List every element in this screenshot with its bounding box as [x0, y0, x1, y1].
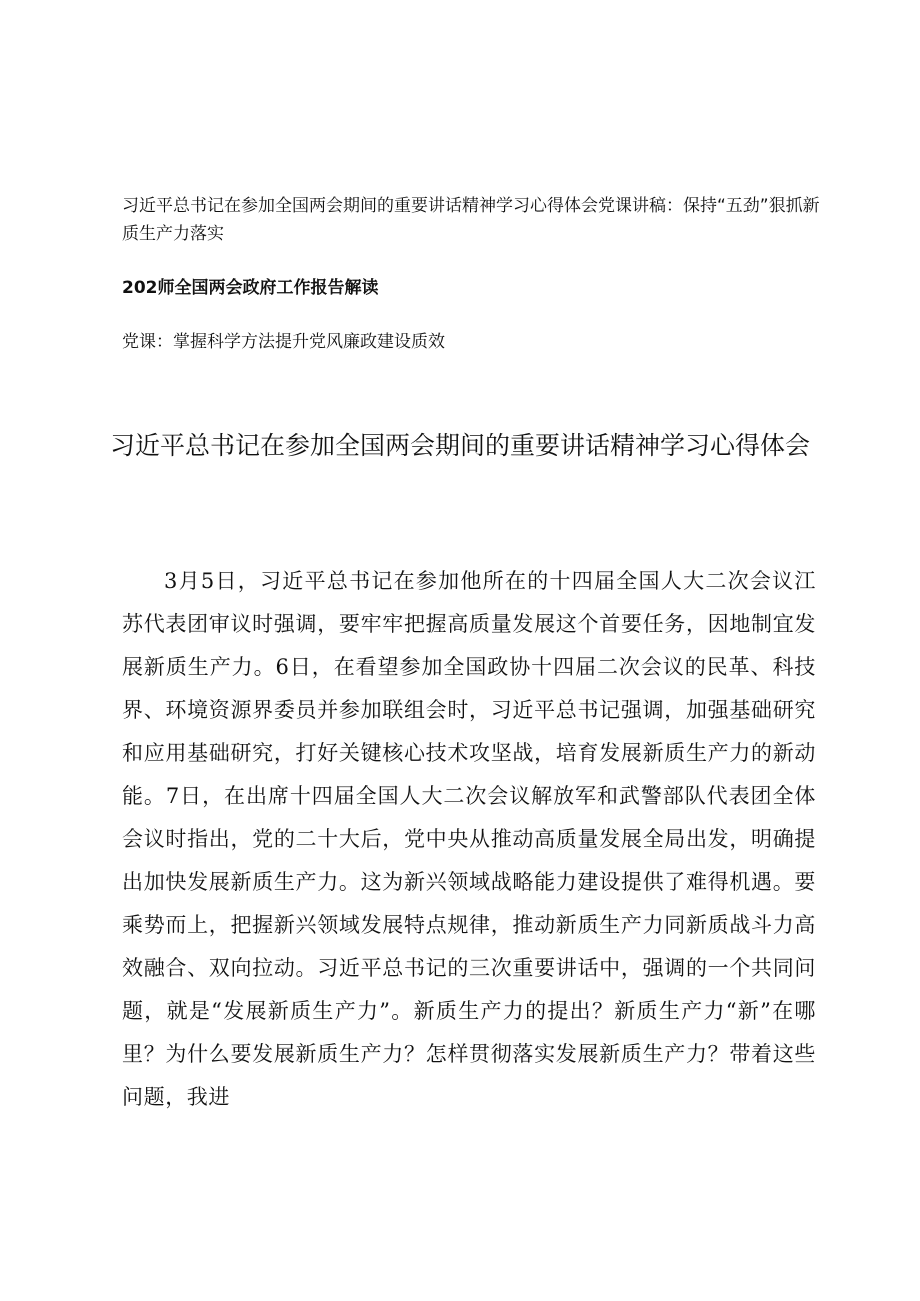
toc-item-3: 党课：掌握科学方法提升党风廉政建设质效	[122, 332, 445, 352]
body-paragraph: 3月5日，习近平总书记在参加他所在的十四届全国人大二次会议江苏代表团审议时强调，要牢牢把握高质量发展这个首要任务，因地制宜发展新质生产力。6日，在看望参加全国政协十四届二次会议的民革、科技界、环境资源界委员并参加联组会时，习近平总书记强调，加强基础研究和应用基础研究，打好关键核心技术攻坚战，培育发展新质生产力的新动能。7日，在出席十四届全国人大二次会议解放军和武警部队代表团全体会议时指出，党的二十大后，党中央从推动高质量发展全局出发，明确提出加快发展新质生产力。这为新兴领域战略能力建设提供了难得机遇。要乘势而上，把握新兴领域发展特点规律，推动新质生产力同新质战斗力高效融合、双向拉动。习近平总书记的三次重要讲话中，强调的一个共同问题，就是“发展新质生产力”。新质生产力的提出？新质生产力“新”在哪里？为什么要发展新质生产力？怎样贯彻落实发展新质生产力？带着这些问题，我进	[122, 569, 816, 1109]
table-of-contents	[122, 192, 822, 356]
document-title: 习近平总书记在参加全国两会期间的重要讲话精神学习心得体会	[110, 431, 811, 460]
toc-item-2: 202师全国两会政府工作报告解读	[122, 278, 379, 298]
toc-item-1: 习近平总书记在参加全国两会期间的重要讲话精神学习心得体会党课讲稿：保持“五劲”狠抓新质生产力落实	[122, 196, 820, 244]
